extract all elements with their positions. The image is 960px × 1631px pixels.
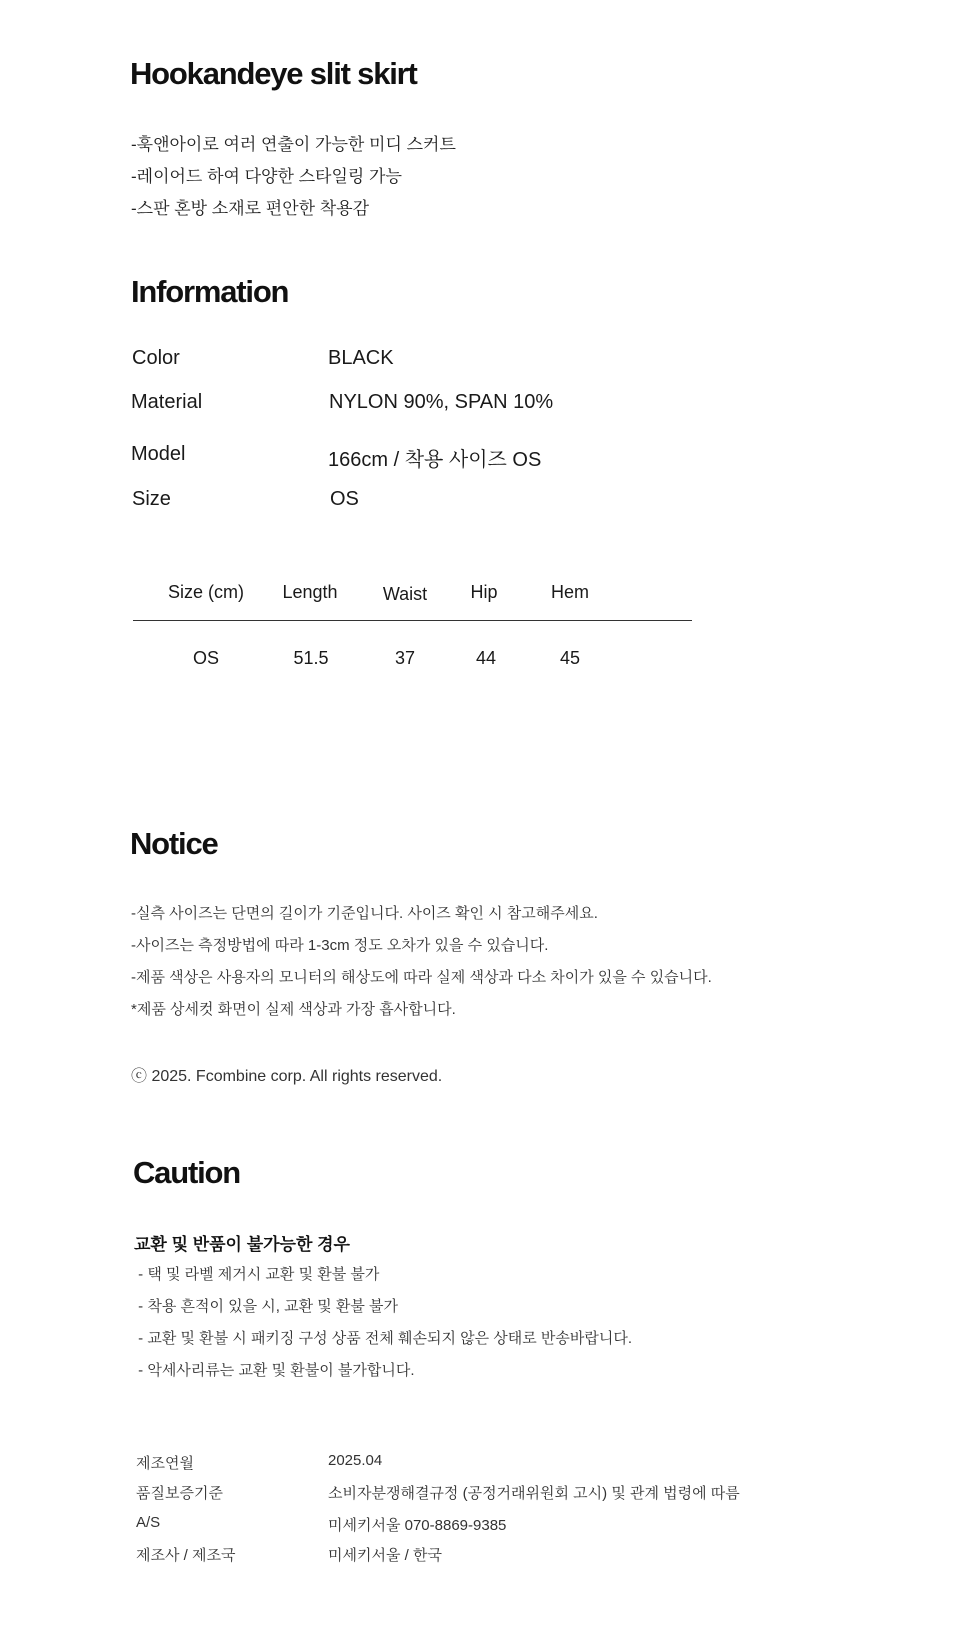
info-label-material: Material — [131, 391, 203, 413]
size-table-header: Size (cm) — [168, 582, 244, 602]
info-value-color: BLACK — [328, 347, 394, 369]
info-value-model: 166cm / 착용 사이즈 OS — [328, 449, 542, 471]
notice-line: -사이즈는 측정방법에 따라 1-3cm 정도 오차가 있을 수 있습니다. — [131, 937, 549, 954]
footer-value: 미세키서울 / 한국 — [328, 1547, 442, 1564]
feature-line: -레이어드 하여 다양한 스타일링 가능 — [131, 167, 402, 186]
information-title: Information — [131, 274, 289, 309]
footer-label: 제조연월 — [136, 1455, 194, 1472]
notice-line: -제품 색상은 사용자의 모니터의 해상도에 따라 실제 색상과 다소 차이가 있을 수 있습니다. — [131, 969, 712, 986]
copyright-text: ⓒ 2025. Fcombine corp. All rights reserved. — [131, 1068, 443, 1085]
feature-line: -스판 혼방 소재로 편안한 착용감 — [131, 199, 370, 218]
size-table-cell: 51.5 — [293, 648, 329, 668]
caution-line: - 교환 및 환불 시 패키징 구성 상품 전체 훼손되지 않은 상태로 반송바랍니다. — [134, 1330, 633, 1347]
feature-line: -훅앤아이로 여러 연출이 가능한 미디 스커트 — [131, 135, 456, 154]
size-table-cell: 37 — [394, 648, 416, 668]
size-table-header: Waist — [382, 584, 428, 604]
footer-label: A/S — [136, 1514, 161, 1531]
footer-label: 품질보증기준 — [136, 1485, 223, 1502]
notice-line: -실측 사이즈는 단면의 길이가 기준입니다. 사이즈 확인 시 참고해주세요. — [131, 905, 598, 922]
size-table-divider — [133, 620, 692, 621]
size-table-header: Hem — [550, 582, 589, 602]
info-value-material: NYLON 90%, SPAN 10% — [329, 391, 554, 413]
size-table-cell: OS — [192, 648, 219, 668]
info-value-size: OS — [330, 488, 359, 510]
notice-line: *제품 상세컷 화면이 실제 색상과 가장 흡사합니다. — [131, 1001, 456, 1018]
size-table-header: Length — [282, 582, 338, 602]
info-label-size: Size — [132, 488, 171, 510]
caution-line: - 악세사리류는 교환 및 환불이 불가합니다. — [134, 1362, 415, 1379]
caution-line: - 착용 흔적이 있을 시, 교환 및 환불 불가 — [134, 1298, 399, 1315]
size-table-cell: 45 — [559, 648, 581, 668]
caution-title: Caution — [133, 1155, 240, 1190]
product-title: Hookandeye slit skirt — [130, 56, 417, 91]
footer-value: 소비자분쟁해결규정 (공정거래위원회 고시) 및 관계 법령에 따름 — [328, 1485, 740, 1502]
footer-value: 2025.04 — [328, 1452, 383, 1469]
info-label-color: Color — [132, 347, 180, 369]
caution-heading: 교환 및 반품이 불가능한 경우 — [134, 1235, 350, 1254]
size-table-cell: 44 — [475, 648, 497, 668]
footer-value: 미세키서울 070-8869-9385 — [328, 1517, 507, 1534]
caution-line: - 택 및 라벨 제거시 교환 및 환불 불가 — [134, 1266, 380, 1283]
footer-label: 제조사 / 제조국 — [136, 1547, 236, 1564]
size-table-header: Hip — [470, 582, 498, 602]
notice-title: Notice — [130, 826, 218, 861]
info-label-model: Model — [131, 443, 186, 465]
